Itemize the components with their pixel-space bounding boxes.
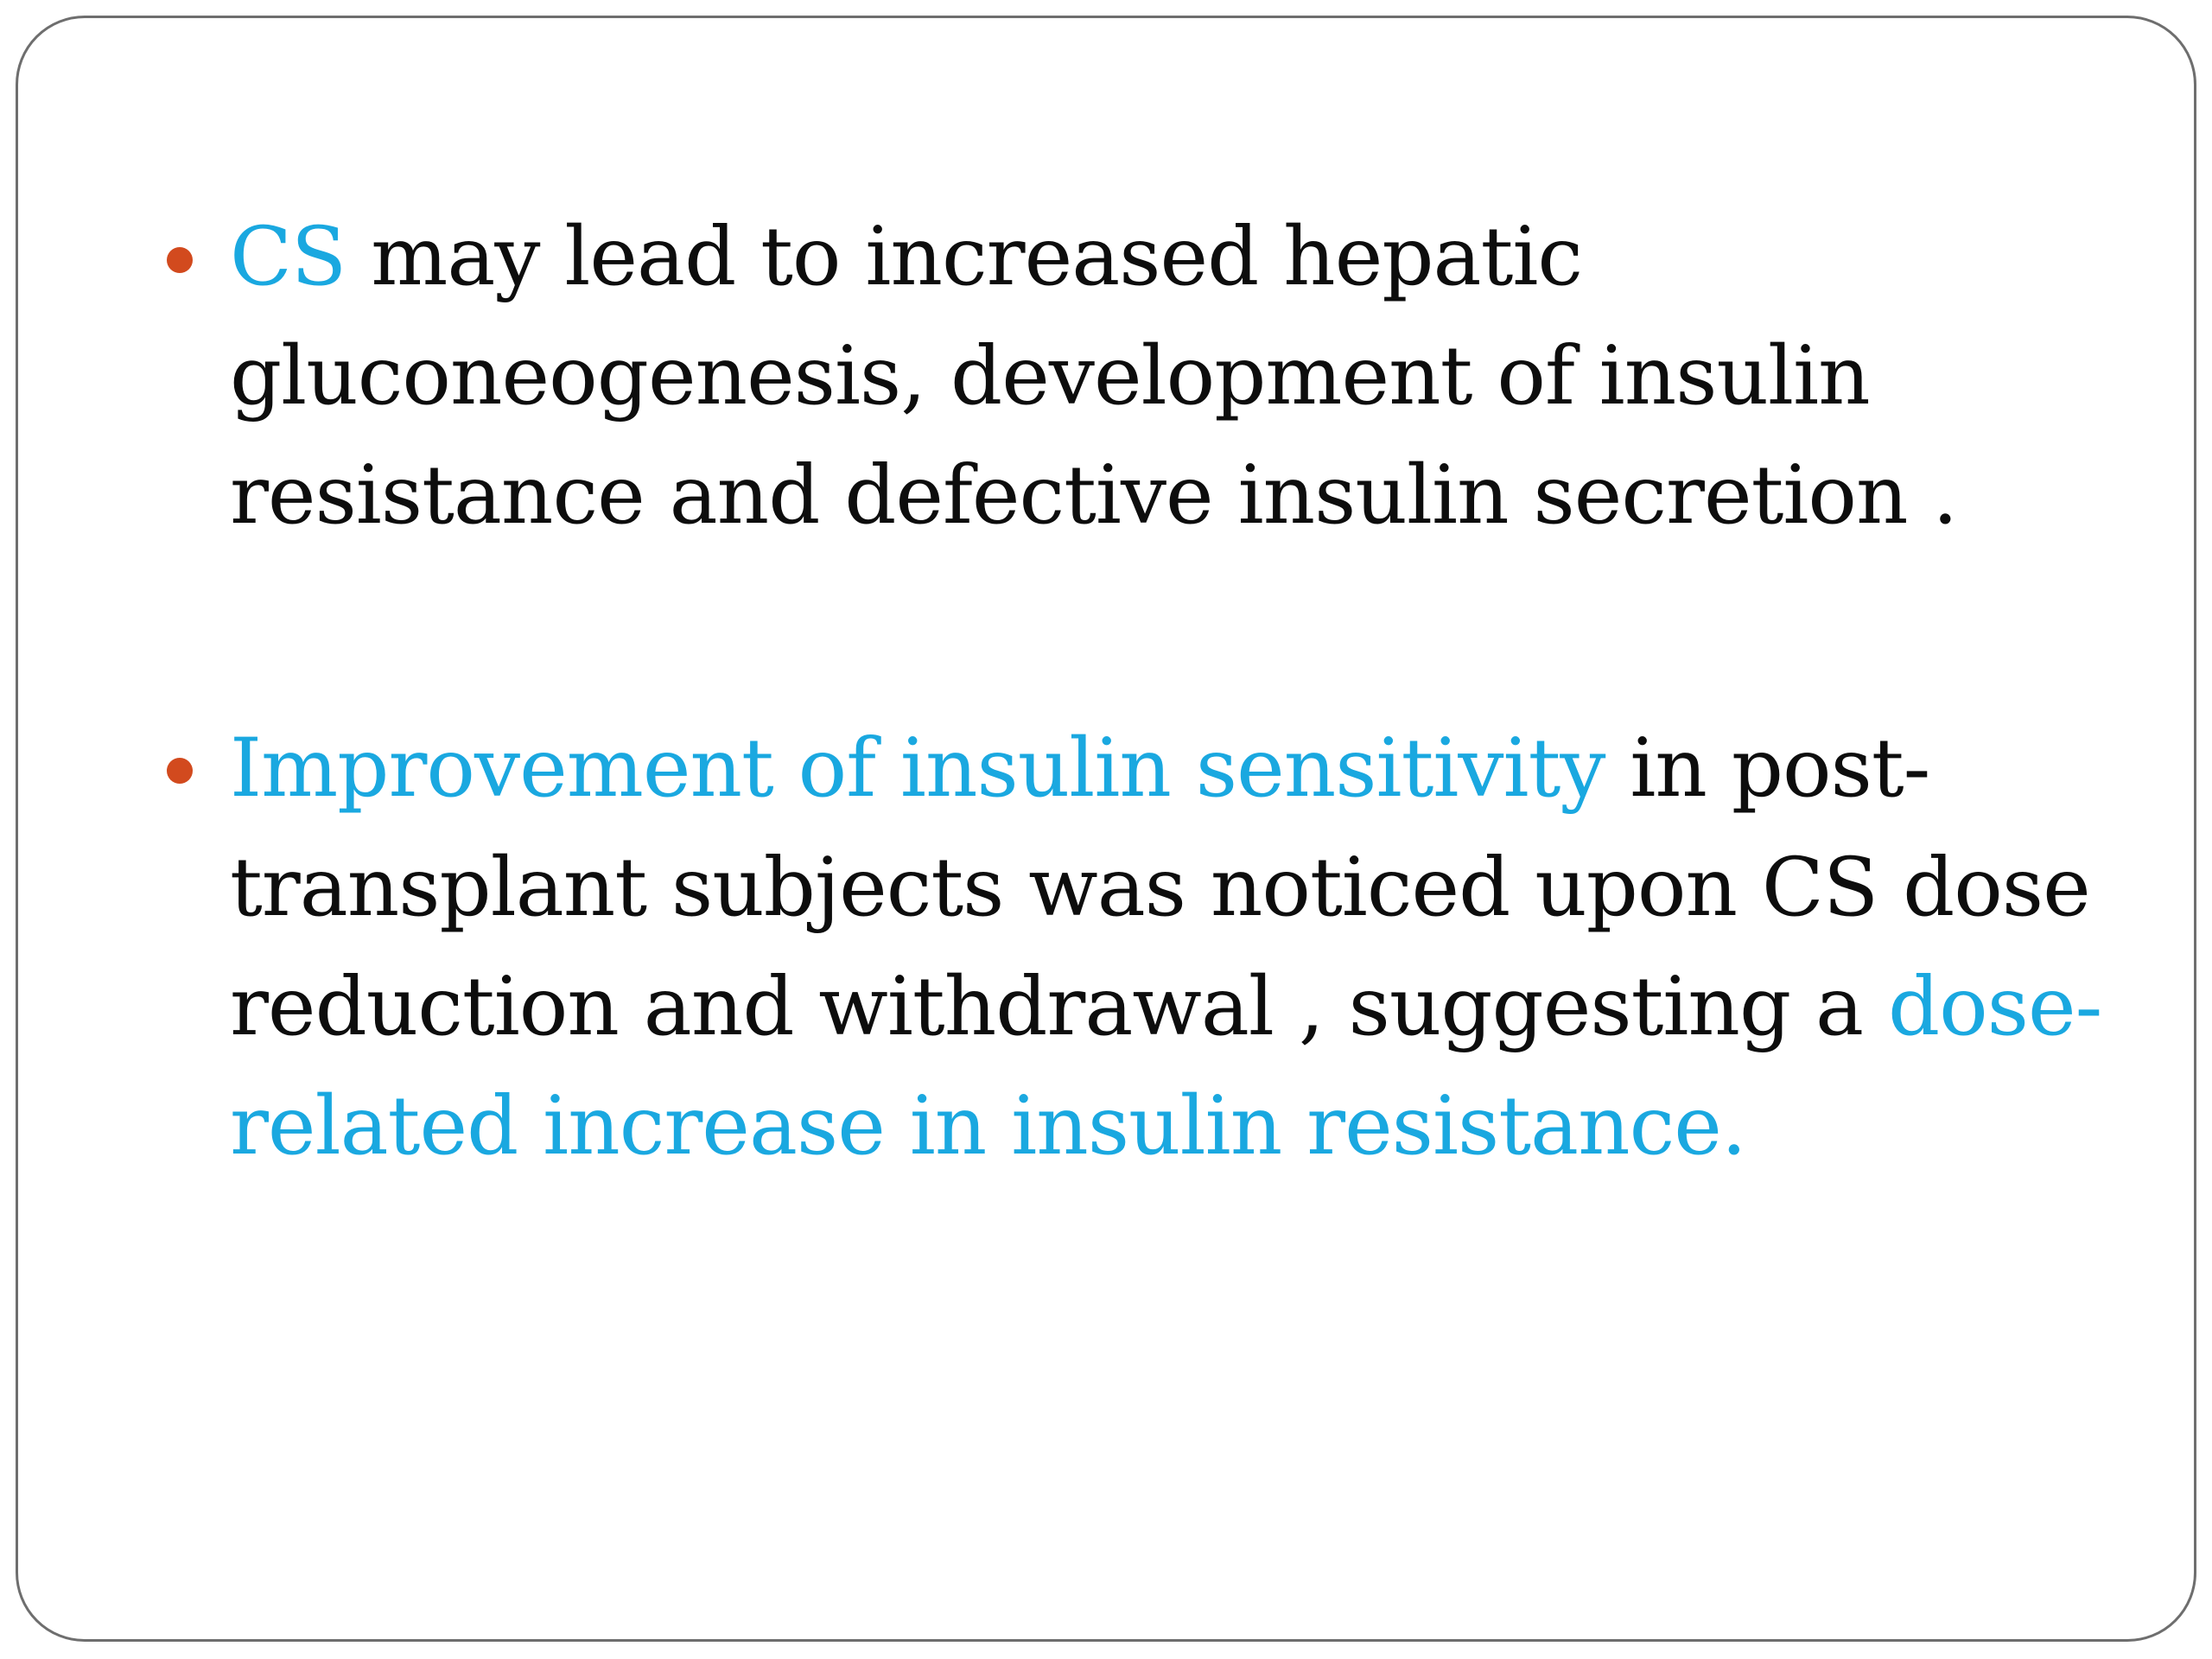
bullet-2-highlight-sensitivity: Improvement of insulin sensitivity bbox=[230, 721, 1605, 816]
bullet-dot-icon bbox=[167, 758, 193, 784]
bullet-2-highlight-resistance: dose-related increase in insulin resistance. bbox=[230, 960, 2102, 1173]
bullet-item-2 bbox=[230, 709, 2139, 1186]
bullet-list bbox=[18, 18, 2194, 1639]
bullet-2-text: in post-transplant subjects was noticed upon CS dose reduction and withdrawal , suggesting a bbox=[230, 721, 2090, 1054]
bullet-item-1 bbox=[230, 198, 2139, 556]
bullet-dot-icon bbox=[167, 247, 193, 273]
slide bbox=[16, 16, 2196, 1642]
bullet-1-text: may lead to increased hepatic gluconeogenesis, development of insulin resistance and defective insulin secretion . bbox=[230, 210, 1958, 543]
bullet-1-highlight-cs: CS bbox=[230, 210, 346, 304]
